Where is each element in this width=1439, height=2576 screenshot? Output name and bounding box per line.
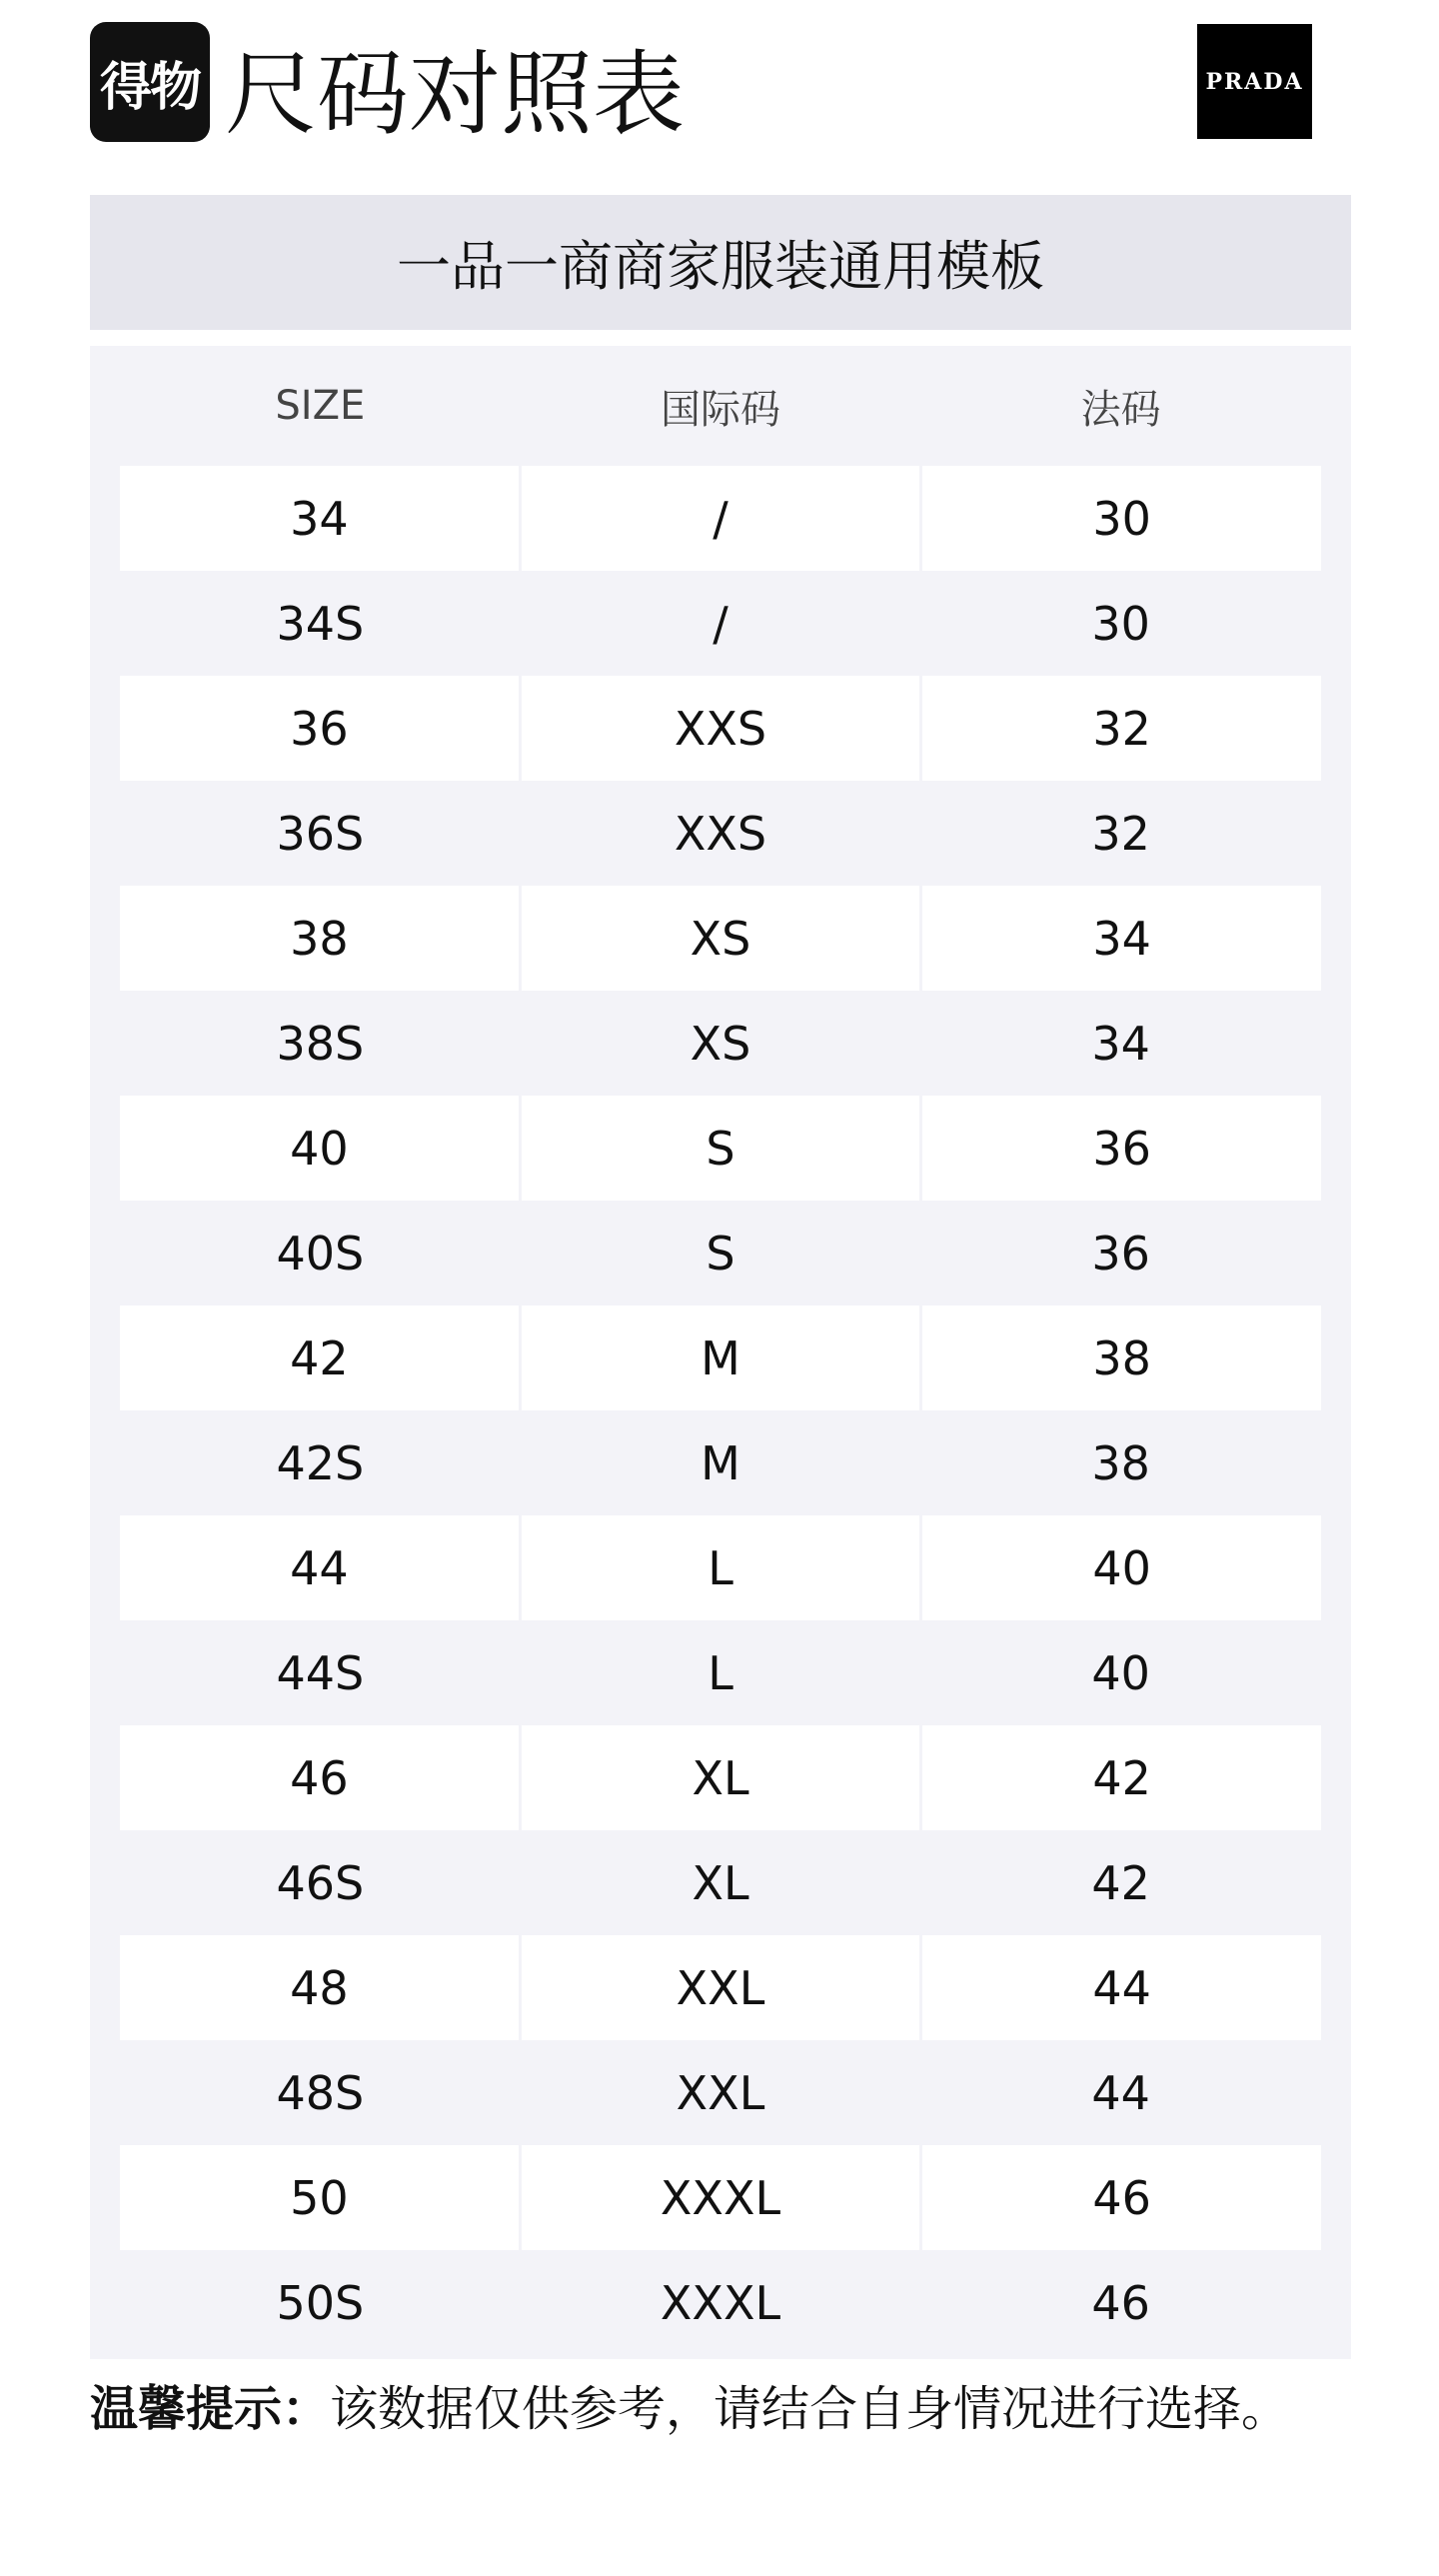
cell-international: / bbox=[713, 596, 728, 651]
table-row bbox=[120, 1201, 1321, 1305]
table-row bbox=[120, 991, 1321, 1096]
cell-size: 42S bbox=[276, 1435, 365, 1490]
cell-french: 46 bbox=[1091, 2275, 1150, 2330]
column-header-french: 法码 bbox=[1080, 386, 1161, 433]
cell-french: 34 bbox=[919, 886, 1321, 991]
cell-size: 38S bbox=[276, 1016, 365, 1071]
cell-size: 44S bbox=[276, 1645, 365, 1700]
table-row bbox=[120, 466, 1321, 571]
cell-size: 34 bbox=[120, 466, 519, 571]
cell-french: 44 bbox=[1091, 2065, 1150, 2120]
cell-french: 40 bbox=[919, 1515, 1321, 1620]
table-row bbox=[120, 1935, 1321, 2040]
cell-french: 32 bbox=[919, 676, 1321, 781]
cell-international: XS bbox=[690, 1016, 751, 1071]
table-row bbox=[120, 1830, 1321, 1935]
table-row bbox=[120, 1305, 1321, 1410]
cell-french: 44 bbox=[919, 1935, 1321, 2040]
cell-international: L bbox=[519, 1515, 920, 1620]
cell-french: 42 bbox=[919, 1725, 1321, 1830]
cell-size: 42 bbox=[120, 1305, 519, 1410]
dewu-logo bbox=[90, 22, 210, 142]
logo-text: 得物 bbox=[99, 57, 200, 118]
cell-size: 44 bbox=[120, 1515, 519, 1620]
cell-size: 48S bbox=[276, 2065, 365, 2120]
table-row bbox=[120, 571, 1321, 676]
cell-size: 48 bbox=[120, 1935, 519, 2040]
cell-size: 50S bbox=[276, 2275, 365, 2330]
cell-size: 46S bbox=[276, 1855, 365, 1910]
cell-size: 50 bbox=[120, 2145, 519, 2250]
cell-size: 46 bbox=[120, 1725, 519, 1830]
cell-international: XXXL bbox=[519, 2145, 920, 2250]
footer-tip bbox=[90, 2374, 1289, 2444]
table-row bbox=[120, 1620, 1321, 1725]
cell-international: XS bbox=[519, 886, 920, 991]
tip-label: 温馨提示： bbox=[90, 2381, 331, 2437]
cell-international: XXS bbox=[674, 806, 767, 861]
table-body bbox=[120, 466, 1321, 2355]
cell-french: 38 bbox=[919, 1305, 1321, 1410]
table-row bbox=[120, 1725, 1321, 1830]
cell-french: 36 bbox=[1091, 1226, 1150, 1281]
tip-text: 该数据仅供参考，请结合自身情况进行选择。 bbox=[330, 2381, 1290, 2437]
cell-international: XXL bbox=[676, 2065, 765, 2120]
table-row bbox=[120, 2145, 1321, 2250]
brand-logo bbox=[1197, 24, 1312, 139]
cell-international: M bbox=[701, 1435, 740, 1490]
column-header-size: SIZE bbox=[275, 383, 366, 429]
cell-french: 36 bbox=[919, 1096, 1321, 1201]
table-row bbox=[120, 676, 1321, 781]
cell-french: 32 bbox=[1091, 806, 1150, 861]
brand-text: PRADA bbox=[1205, 68, 1304, 95]
table-row bbox=[120, 886, 1321, 991]
cell-international: XXS bbox=[519, 676, 920, 781]
cell-international: M bbox=[519, 1305, 920, 1410]
cell-french: 46 bbox=[919, 2145, 1321, 2250]
table-row bbox=[120, 1410, 1321, 1515]
cell-french: 34 bbox=[1091, 1016, 1150, 1071]
cell-international: S bbox=[519, 1096, 920, 1201]
cell-french: 40 bbox=[1091, 1645, 1150, 1700]
cell-size: 40 bbox=[120, 1096, 519, 1201]
cell-international: XL bbox=[692, 1855, 749, 1910]
table-header-row bbox=[120, 346, 1321, 466]
cell-international: S bbox=[706, 1226, 735, 1281]
page-title: 尺码对照表 bbox=[225, 41, 686, 148]
cell-size: 34S bbox=[276, 596, 365, 651]
cell-size: 36 bbox=[120, 676, 519, 781]
cell-size: 36S bbox=[276, 806, 365, 861]
column-header-international: 国际码 bbox=[661, 386, 780, 433]
cell-international: XXL bbox=[519, 1935, 920, 2040]
cell-international: / bbox=[519, 466, 920, 571]
cell-international: L bbox=[708, 1645, 733, 1700]
cell-french: 30 bbox=[1091, 596, 1150, 651]
cell-french: 42 bbox=[1091, 1855, 1150, 1910]
table-row bbox=[120, 1515, 1321, 1620]
cell-international: XL bbox=[519, 1725, 920, 1830]
table-row bbox=[120, 2040, 1321, 2145]
cell-french: 38 bbox=[1091, 1435, 1150, 1490]
table-row bbox=[120, 1096, 1321, 1201]
table-row bbox=[120, 2250, 1321, 2355]
size-table bbox=[90, 346, 1351, 2359]
template-banner: 一品一商商家服装通用模板 bbox=[90, 195, 1351, 330]
cell-size: 38 bbox=[120, 886, 519, 991]
table-row bbox=[120, 781, 1321, 886]
cell-french: 30 bbox=[919, 466, 1321, 571]
cell-size: 40S bbox=[276, 1226, 365, 1281]
cell-international: XXXL bbox=[660, 2275, 781, 2330]
